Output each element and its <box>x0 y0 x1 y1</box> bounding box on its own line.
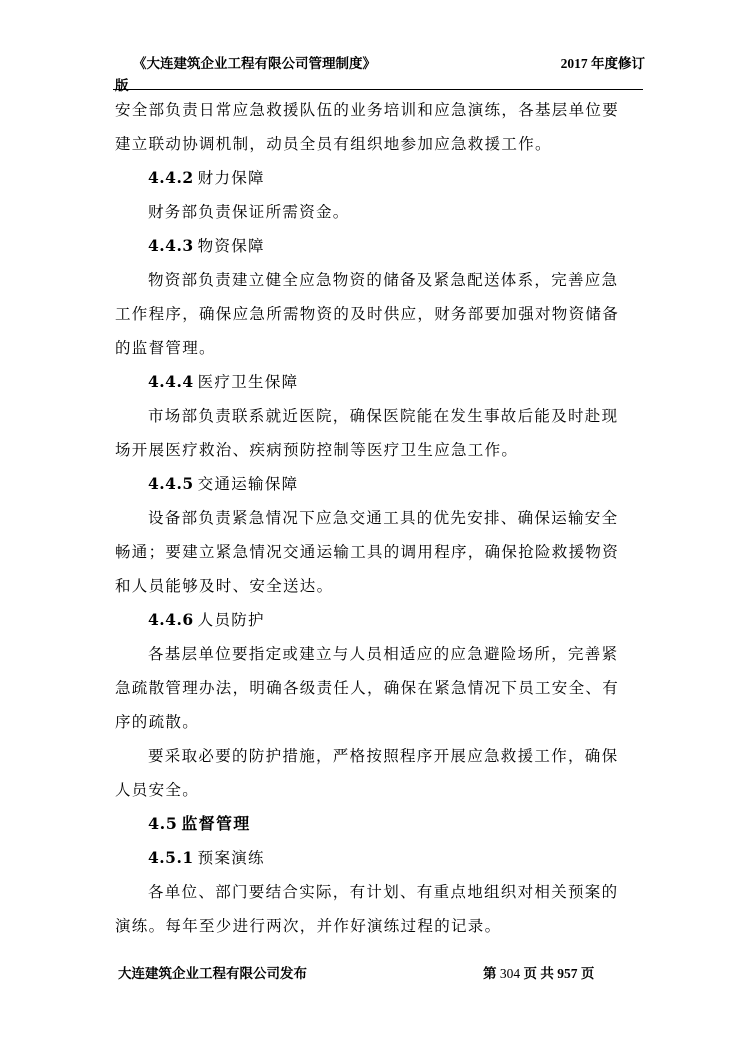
header-divider <box>113 89 643 90</box>
paragraph-line: 设备部负责紧急情况下应急交通工具的优先安排、确保运输安全 <box>148 509 619 527</box>
section-number: 4.4.4 <box>148 372 194 391</box>
document-body <box>115 93 645 943</box>
edition-label-wrap: 版 <box>115 78 129 93</box>
section-number: 4.4.5 <box>148 474 194 493</box>
section-title: 医疗卫生保障 <box>197 373 299 391</box>
total-pages: 957 <box>557 966 578 981</box>
section-title: 人员防护 <box>197 611 265 629</box>
section-heading-4-4-3 <box>115 229 645 263</box>
section-heading-4-4-6 <box>115 603 645 637</box>
page-prefix: 第 <box>483 966 497 981</box>
paragraph-line: 各基层单位要指定或建立与人员相适应的应急避险场所，完善紧 <box>148 645 619 663</box>
section-title: 物资保障 <box>197 237 265 255</box>
edition-label: 2017 年度修订 <box>560 56 645 71</box>
section-heading-4-5 <box>115 807 645 841</box>
section-title: 交通运输保障 <box>197 475 299 493</box>
section-number: 4.4.2 <box>148 168 194 187</box>
paragraph-line: 要采取必要的防护措施，严格按照程序开展应急救援工作，确保 <box>148 747 619 765</box>
paragraph-line: 和人员能够及时、安全送达。 <box>115 577 334 595</box>
paragraph-line: 人员安全。 <box>115 781 200 799</box>
paragraph-line: 的监督管理。 <box>115 339 216 357</box>
page-counter <box>483 962 594 982</box>
section-number: 4.5.1 <box>148 848 194 867</box>
section-heading-4-5-1 <box>115 841 645 875</box>
page-number: 304 <box>499 966 521 981</box>
page-middle: 页 共 <box>523 966 554 981</box>
publisher-label: 大连建筑企业工程有限公司发布 <box>118 966 307 981</box>
paragraph-line: 序的疏散。 <box>115 713 200 731</box>
header-line <box>115 52 645 72</box>
paragraph-line: 演练。每年至少进行两次，并作好演练过程的记录。 <box>115 917 502 935</box>
section-title: 预案演练 <box>197 849 265 867</box>
paragraph-line: 安全部负责日常应急救援队伍的业务培训和应急演练，各基层单位要 <box>115 101 620 119</box>
section-number: 4.4.6 <box>148 610 194 629</box>
section-number: 4.4.3 <box>148 236 194 255</box>
section-title: 监督管理 <box>181 814 251 833</box>
section-title: 财力保障 <box>197 169 265 187</box>
paragraph-line: 畅通；要建立紧急情况交通运输工具的调用程序，确保抢险救援物资 <box>115 543 620 561</box>
section-heading-4-4-4 <box>115 365 645 399</box>
paragraph-line: 场开展医疗救治、疾病预防控制等医疗卫生应急工作。 <box>115 441 519 459</box>
paragraph-line: 急疏散管理办法，明确各级责任人，确保在紧急情况下员工安全、有 <box>115 679 620 697</box>
page-suffix: 页 <box>580 966 595 981</box>
paragraph-line: 物资部负责建立健全应急物资的储备及紧急配送体系，完善应急 <box>148 271 619 289</box>
paragraph-line: 市场部负责联系就近医院，确保医院能在发生事故后能及时赴现 <box>148 407 619 425</box>
paragraph-line: 建立联动协调机制，动员全员有组织地参加应急救援工作。 <box>115 135 552 153</box>
section-number: 4.5 <box>148 814 178 833</box>
paragraph-line: 工作程序，确保应急所需物资的及时供应，财务部要加强对物资储备 <box>115 305 620 323</box>
section-heading-4-4-5 <box>115 467 645 501</box>
paragraph-line: 各单位、部门要结合实际，有计划、有重点地组织对相关预案的 <box>148 883 619 901</box>
paragraph-line: 财务部负责保证所需资金。 <box>148 203 350 221</box>
document-title: 《大连建筑企业工程有限公司管理制度》 <box>133 56 376 71</box>
page-header <box>115 52 645 94</box>
section-heading-4-4-2 <box>115 161 645 195</box>
